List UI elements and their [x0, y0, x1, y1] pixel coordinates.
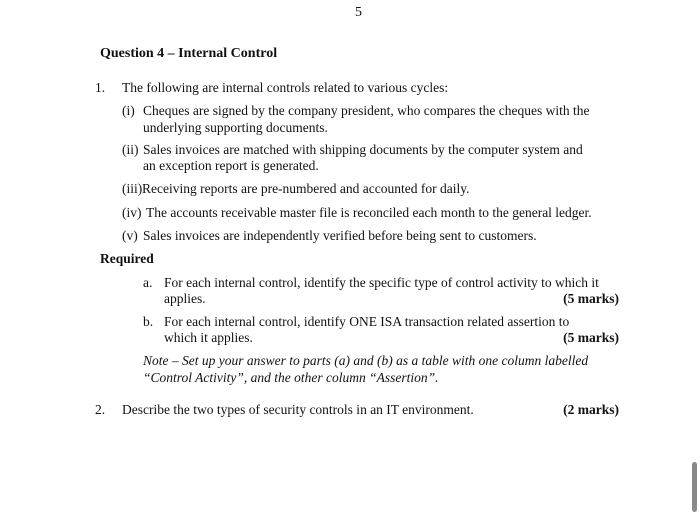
q1-number: 1.: [95, 80, 106, 95]
control-item-text: an exception report is generated.: [143, 158, 319, 173]
q2-number: 2.: [95, 402, 106, 417]
control-item-text: Sales invoices are matched with shipping documents by the computer system and: [143, 142, 583, 157]
marks-badge: (5 marks): [563, 330, 619, 345]
control-item-label: (iv): [122, 205, 142, 220]
part-text: For each internal control, identify ONE ISA transaction related assertion to: [164, 314, 570, 329]
note-text: Note – Set up your answer to parts (a) and (b) as a table with one column labelled: [143, 353, 589, 368]
control-item-label: (iii): [122, 181, 143, 196]
note-text: “Control Activity”, and the other column “Assertion”.: [143, 370, 439, 385]
scrollbar-thumb[interactable]: [692, 462, 697, 512]
control-item-text: Receiving reports are pre-numbered and accounted for daily.: [142, 181, 470, 196]
required-heading: Required: [100, 251, 154, 266]
part-text: which it applies.: [164, 330, 253, 345]
control-item-text: Cheques are signed by the company president, who compares the cheques with the: [143, 103, 590, 118]
q2-text: Describe the two types of security controls in an IT environment.: [122, 402, 474, 417]
q1-intro: The following are internal controls related to various cycles:: [122, 80, 449, 95]
part-label: a.: [143, 275, 153, 290]
control-item-label: (i): [122, 103, 135, 118]
marks-badge: (2 marks): [563, 402, 619, 417]
question-heading: Question 4 – Internal Control: [100, 46, 278, 61]
marks-badge: (5 marks): [563, 291, 619, 306]
part-text: For each internal control, identify the specific type of control activity to which it: [164, 275, 599, 290]
control-item-label: (ii): [122, 142, 139, 157]
control-item-text: underlying supporting documents.: [143, 120, 328, 135]
control-item-label: (v): [122, 228, 138, 243]
control-item-text: Sales invoices are independently verified before being sent to customers.: [143, 228, 537, 243]
part-label: b.: [143, 314, 154, 329]
page-number: 5: [355, 5, 362, 20]
part-text: applies.: [164, 291, 206, 306]
control-item-text: The accounts receivable master file is reconciled each month to the general ledger.: [146, 205, 592, 220]
